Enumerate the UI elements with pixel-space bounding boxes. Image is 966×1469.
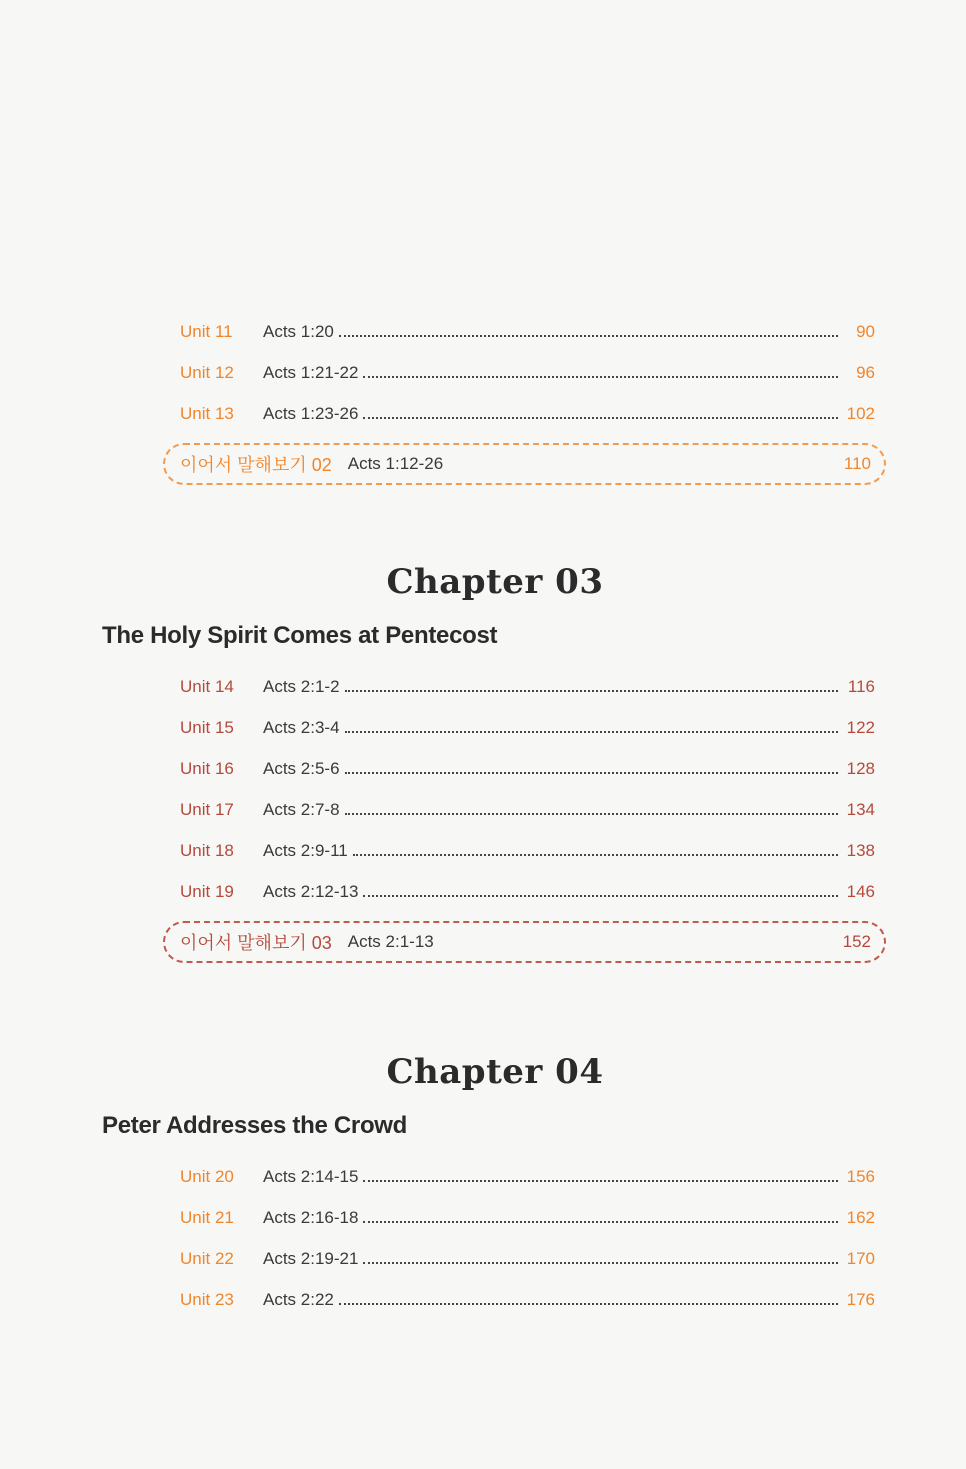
unit-label: Unit 11	[180, 321, 233, 341]
top-spacer	[163, 0, 886, 318]
review-box	[163, 921, 886, 963]
scripture-ref: Acts 2:9-11	[263, 840, 348, 860]
page-number: 156	[846, 1166, 875, 1186]
page-number: 128	[846, 758, 875, 778]
toc-row	[163, 359, 886, 386]
page-number: 162	[846, 1207, 875, 1227]
chapter-heading: Chapter 04	[386, 1052, 604, 1092]
page-number: 170	[846, 1248, 875, 1268]
toc-row	[163, 1245, 886, 1272]
toc-row	[163, 878, 886, 905]
scripture-ref: Acts 2:5-6	[263, 758, 340, 778]
toc-column	[102, 0, 886, 1327]
unit-label: Unit 17	[180, 799, 234, 819]
page-number: 90	[856, 321, 875, 341]
toc-row	[163, 1286, 886, 1313]
dot-leader	[339, 335, 838, 337]
page-number: 176	[846, 1289, 875, 1309]
unit-label: Unit 14	[180, 676, 234, 696]
review-box-label: 이어서 말해보기 03	[180, 933, 332, 953]
scripture-ref: Acts 2:7-8	[263, 799, 340, 819]
unit-label: Unit 12	[180, 362, 234, 382]
unit-label: Unit 23	[180, 1289, 234, 1309]
dot-leader	[363, 1180, 838, 1182]
page-number: 110	[843, 454, 871, 473]
toc-row	[163, 1163, 886, 1190]
toc-row	[163, 837, 886, 864]
page-number: 138	[846, 840, 875, 860]
toc-row	[163, 714, 886, 741]
unit-label: Unit 18	[180, 840, 234, 860]
dot-leader	[345, 731, 838, 733]
scripture-ref: Acts 1:21-22	[263, 362, 359, 382]
chapter-heading: Chapter 03	[386, 562, 604, 602]
toc-row	[163, 400, 886, 427]
page-number: 134	[846, 799, 875, 819]
toc-row	[163, 796, 886, 823]
unit-label: Unit 21	[180, 1207, 234, 1227]
scripture-ref: Acts 1:12-26	[347, 454, 444, 473]
scripture-ref: Acts 2:16-18	[263, 1207, 359, 1227]
toc-row	[163, 1204, 886, 1231]
unit-label: Unit 16	[180, 758, 234, 778]
scripture-ref: Acts 2:12-13	[263, 881, 359, 901]
scripture-ref: Acts 2:14-15	[263, 1166, 359, 1186]
dot-leader	[363, 1262, 838, 1264]
page-number: 96	[856, 362, 875, 382]
page-number: 102	[846, 403, 875, 423]
dot-leader	[363, 895, 838, 897]
dot-leader	[363, 376, 838, 378]
review-box	[163, 443, 886, 485]
scripture-ref: Acts 2:19-21	[263, 1248, 359, 1268]
scripture-ref: Acts 2:22	[263, 1289, 334, 1309]
unit-label: Unit 20	[180, 1166, 234, 1186]
toc-row	[163, 318, 886, 345]
review-box-label: 이어서 말해보기 02	[180, 455, 332, 475]
toc-row	[163, 673, 886, 700]
unit-label: Unit 22	[180, 1248, 234, 1268]
chapter-title: Peter Addresses the Crowd	[102, 1112, 408, 1139]
scripture-ref: Acts 2:1-2	[263, 676, 340, 696]
scripture-ref: Acts 2:1-13	[347, 932, 434, 951]
scripture-ref: Acts 1:23-26	[263, 403, 359, 423]
dot-leader	[345, 772, 838, 774]
scripture-ref: Acts 1:20	[263, 321, 334, 341]
unit-label: Unit 15	[180, 717, 234, 737]
page-number: 146	[846, 881, 875, 901]
chapter-title: The Holy Spirit Comes at Pentecost	[102, 622, 498, 649]
scripture-ref: Acts 2:3-4	[263, 717, 340, 737]
unit-label: Unit 13	[180, 403, 234, 423]
dot-leader	[345, 690, 838, 692]
dot-leader	[353, 854, 838, 856]
page-number: 152	[842, 932, 871, 951]
dot-leader	[363, 417, 838, 419]
dot-leader	[339, 1303, 838, 1305]
dot-leader	[345, 813, 838, 815]
toc-row	[163, 755, 886, 782]
page-number: 116	[847, 676, 875, 696]
page-number: 122	[846, 717, 875, 737]
dot-leader	[363, 1221, 838, 1223]
unit-label: Unit 19	[180, 881, 234, 901]
